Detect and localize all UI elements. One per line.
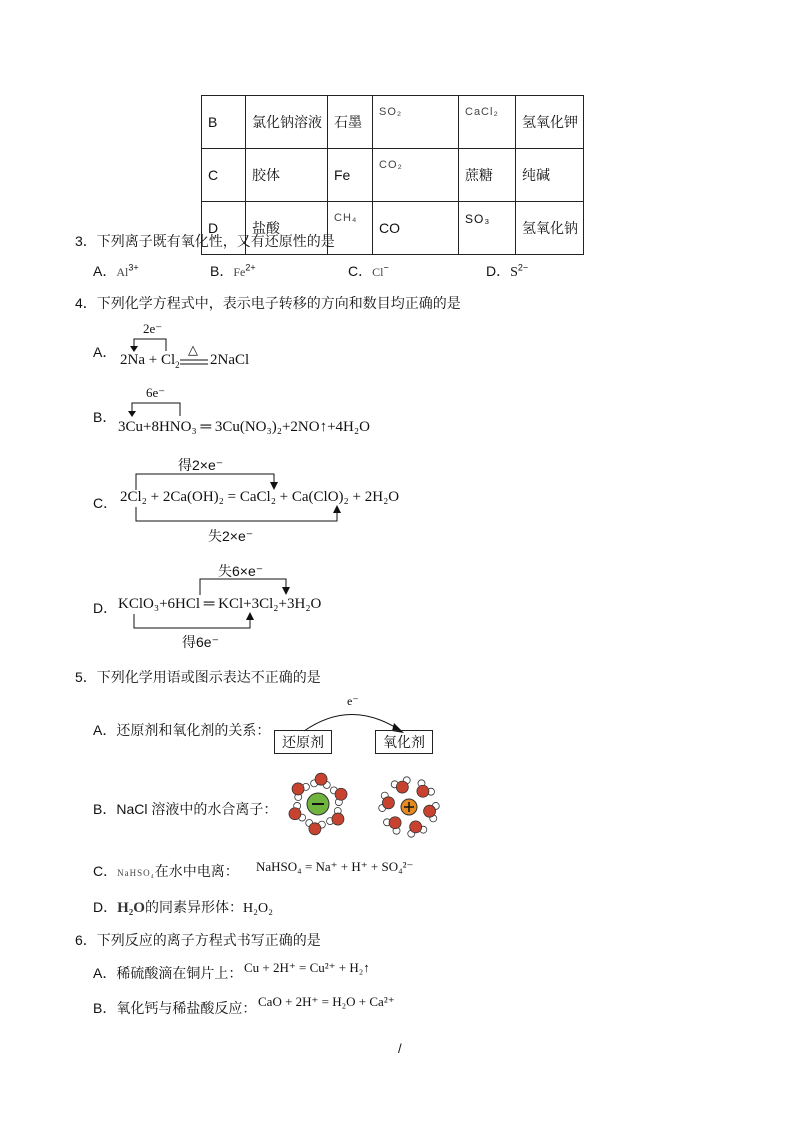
ion-symbol: S bbox=[510, 265, 518, 280]
table-cell: 纯碱 bbox=[516, 149, 584, 202]
table-cell: 胶体 bbox=[246, 149, 328, 202]
option-text: 的同素异形体： bbox=[144, 899, 243, 915]
ionization-equation: NaHSO₄ = Na⁺ + H⁺ + SO₄²⁻ bbox=[256, 859, 414, 874]
ion-charge: 2+ bbox=[245, 262, 256, 273]
equation-b: 3Cu+8HNO₃ ═ 3Cu(NO₃)₂+2NO↑+4H₂O bbox=[118, 419, 370, 435]
equation-d: KClO₃+6HCl ═ KCl+3Cl₂+3H₂O bbox=[118, 596, 322, 612]
option-text: A．稀硫酸滴在铜片上： bbox=[93, 965, 243, 981]
oxygen-atom bbox=[417, 785, 429, 797]
q6-option-b bbox=[93, 998, 256, 1018]
oxygen-atom bbox=[292, 783, 304, 795]
page-number: / bbox=[398, 1041, 402, 1056]
question-6-stem: 6．下列反应的离子方程式书写正确的是 bbox=[75, 932, 321, 948]
q4-option-a-letter: A． bbox=[93, 344, 117, 360]
q4-option-d-letter: D． bbox=[93, 600, 118, 616]
oxygen-atom bbox=[410, 821, 422, 833]
table-cell: 氢氧化钾 bbox=[516, 96, 584, 149]
table-cell: 氢氧化钠 bbox=[516, 202, 584, 255]
answer: H₂O₂ bbox=[242, 901, 273, 916]
table-cell: CO bbox=[373, 202, 459, 255]
electron-label: 6e⁻ bbox=[146, 385, 166, 400]
q5-option-a-text: A．还原剂和氧化剂的关系： bbox=[93, 722, 271, 738]
ionic-equation-b: CaO + 2H⁺ = H₂O + Ca²⁺ bbox=[258, 994, 395, 1009]
oxygen-atom bbox=[396, 781, 408, 793]
table-cell: CO₂ bbox=[373, 149, 459, 202]
option-letter: D． bbox=[486, 263, 511, 279]
q5-option-c bbox=[93, 861, 239, 881]
ion-charge: 3+ bbox=[128, 262, 139, 273]
loss-arrow bbox=[132, 505, 342, 525]
q4-option-b-letter: B． bbox=[93, 409, 117, 425]
oxygen-atom bbox=[389, 817, 401, 829]
option-letter: C． bbox=[348, 263, 373, 279]
reducing-agent-box: 还原剂 bbox=[274, 730, 332, 754]
option-letter: C． bbox=[93, 863, 118, 879]
oxygen-atom bbox=[335, 788, 347, 800]
q3-option-a bbox=[93, 261, 139, 281]
oxygen-atom bbox=[315, 773, 327, 785]
formula-small: NaHSO₄ bbox=[117, 868, 155, 878]
equation-a: $2Na + Cl_2$ bbox=[120, 352, 180, 370]
table-cell: SO₃ bbox=[459, 202, 516, 255]
table-cell: B bbox=[202, 96, 246, 149]
question-3-stem: 3．下列离子既有氧化性，又有还原性的是 bbox=[75, 233, 335, 249]
table-cell: CaCl₂ bbox=[459, 96, 516, 149]
hydrated-sodium-ion bbox=[375, 775, 450, 840]
loss-arrow bbox=[196, 575, 296, 597]
table-cell: CH₄ bbox=[328, 202, 373, 255]
table-cell: C bbox=[202, 149, 246, 202]
gain-label: 得6e⁻ bbox=[182, 634, 219, 650]
electron-flow-arrow bbox=[300, 705, 410, 733]
heat-symbol: △ bbox=[188, 342, 198, 357]
question-4-stem: 4．下列化学方程式中，表示电子转移的方向和数目均正确的是 bbox=[75, 295, 461, 311]
electron-transfer-arrow bbox=[124, 400, 184, 420]
loss-label: 失6×e⁻ bbox=[218, 563, 264, 579]
q5-option-b-text: B．NaCl 溶液中的水合离子： bbox=[93, 801, 278, 817]
ion-symbol: Cl bbox=[372, 265, 384, 279]
option-letter: D． bbox=[93, 899, 118, 915]
oxidizing-agent-box: 氧化剂 bbox=[375, 730, 433, 754]
table-cell: D bbox=[202, 202, 246, 255]
ion-symbol: Fe bbox=[233, 265, 246, 279]
oxygen-atom bbox=[424, 805, 436, 817]
ion-symbol: Al bbox=[116, 265, 129, 279]
ion-charge: − bbox=[383, 262, 389, 273]
q3-option-c bbox=[348, 261, 389, 281]
option-letter: B． bbox=[210, 263, 234, 279]
oxygen-atom bbox=[309, 823, 321, 835]
table-row bbox=[202, 149, 584, 202]
table-cell: 盐酸 bbox=[246, 202, 328, 255]
hydrated-chloride-ion bbox=[278, 770, 363, 840]
formula: H₂O bbox=[117, 900, 145, 916]
equation-right: 2NaCl bbox=[210, 352, 250, 368]
oxygen-atom bbox=[289, 808, 301, 820]
equals-sign bbox=[180, 358, 208, 366]
option-text: B．氧化钙与稀盐酸反应： bbox=[93, 1000, 257, 1016]
question-5-stem: 5．下列化学用语或图示表达不正确的是 bbox=[75, 669, 321, 685]
option-letter: A． bbox=[93, 263, 117, 279]
equation-c: 2Cl₂ + 2Ca(OH)₂ = CaCl₂ + Ca(ClO)₂ + 2H₂O bbox=[120, 489, 400, 505]
gain-label: 得2×e⁻ bbox=[178, 457, 224, 473]
equation-left: 2Na + Cl bbox=[120, 352, 176, 368]
oxygen-atom bbox=[382, 797, 394, 809]
loss-label: 失2×e⁻ bbox=[208, 528, 254, 544]
option-text: 在水中电离： bbox=[154, 863, 239, 879]
table-cell: 蔗糖 bbox=[459, 149, 516, 202]
q3-option-d bbox=[486, 261, 528, 281]
q6-option-a bbox=[93, 963, 242, 983]
gain-arrow bbox=[130, 612, 260, 632]
table-cell: Fe bbox=[328, 149, 373, 202]
table-row bbox=[202, 96, 584, 149]
table-cell: 石墨 bbox=[328, 96, 373, 149]
electron-label: e⁻ bbox=[347, 694, 359, 708]
oxygen-atom bbox=[332, 813, 344, 825]
ion-charge: 2− bbox=[517, 262, 529, 273]
q3-option-b bbox=[210, 261, 256, 281]
electron-label: 2e⁻ bbox=[143, 321, 163, 336]
table-cell: 氯化钠溶液 bbox=[246, 96, 328, 149]
ionic-equation-a: Cu + 2H⁺ = Cu²⁺ + H₂↑ bbox=[244, 960, 370, 975]
table-cell: SO₂ bbox=[373, 96, 459, 149]
q5-option-d bbox=[93, 897, 273, 917]
q4-option-c-letter: C． bbox=[93, 495, 118, 511]
